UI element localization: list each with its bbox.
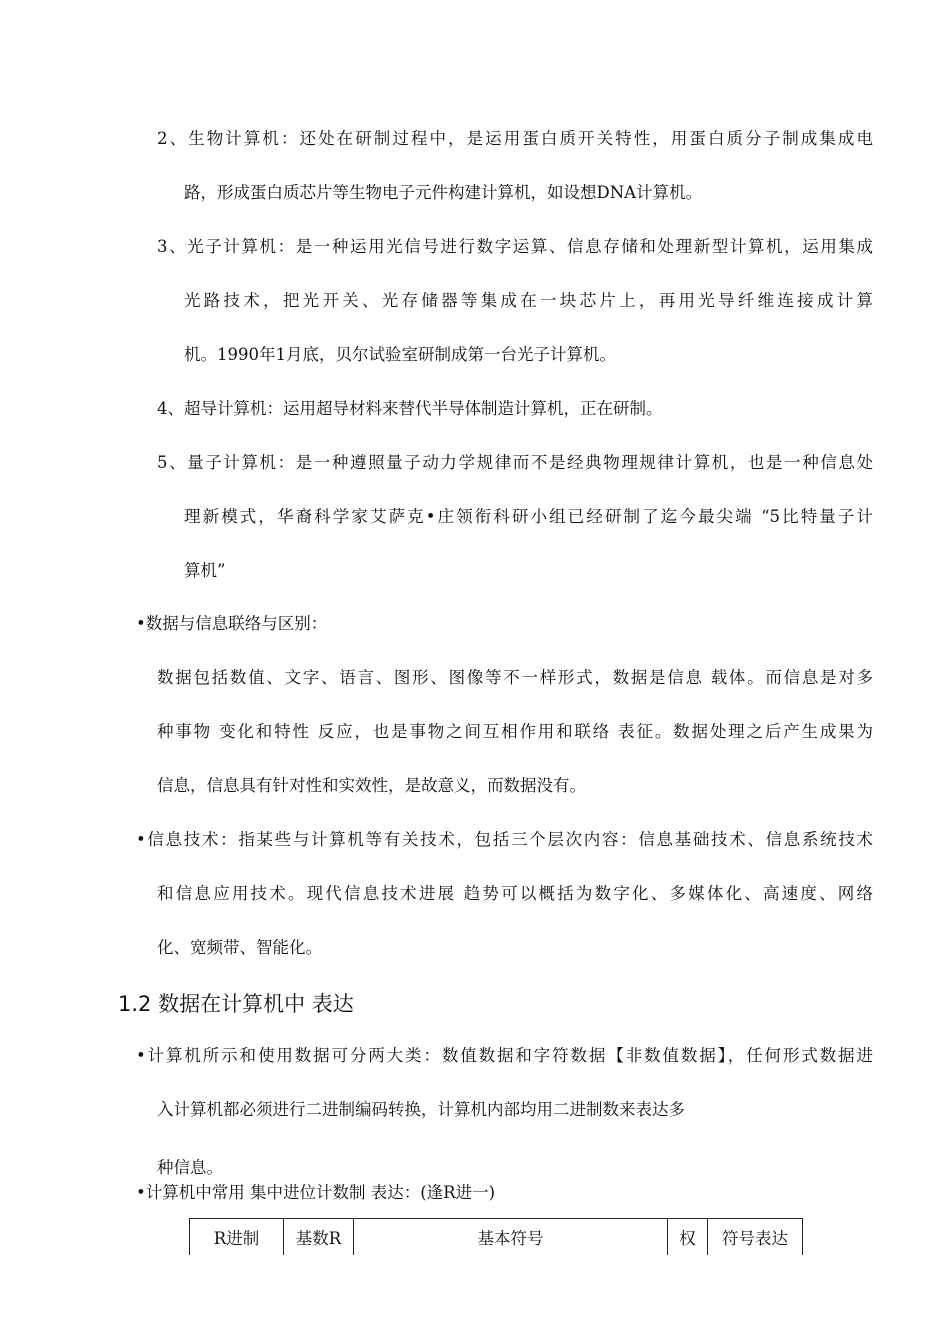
table-header-cell: 符号表达: [708, 1219, 803, 1255]
table-header-cell: 权: [668, 1219, 708, 1255]
list-item-superconducting-computer: 4、超导计算机：运用超导材料来替代半导体制造计算机，正在研制。: [157, 399, 663, 418]
list-item-photonic-computer: 3、光子计算机：是一种运用光信号进行数字运算、信息存储和处理新型计算机，运用集成: [157, 237, 873, 256]
list-item-photonic-computer-cont1: 光路技术，把光开关、光存储器等集成在一块芯片上，再用光导纤维连接成计算: [184, 291, 873, 310]
number-system-table: [189, 1218, 803, 1255]
table-header-cell: 基本符号: [354, 1219, 668, 1255]
table-header-cell: R进制: [190, 1219, 284, 1255]
paragraph-data-information-2: 种事物 变化和特性 反应，也是事物之间互相作用和联络 表征。数据处理之后产生成果为: [157, 722, 873, 741]
section-heading: 1.2 数据在计算机中 表达: [118, 992, 354, 1016]
paragraph-data-categories-2: 种信息。: [157, 1158, 223, 1177]
table-header-cell: 基数R: [284, 1219, 354, 1255]
paragraph-data-information-1: 数据包括数值、文字、语言、图形、图像等不一样形式，数据是信息 载体。而信息是对多: [157, 668, 873, 687]
list-item-quantum-computer: 5、量子计算机：是一种遵照量子动力学规律而不是经典物理规律计算机，也是一种信息处: [157, 453, 873, 472]
paragraph-information-technology-2: 化、宽频带、智能化。: [157, 938, 322, 957]
bullet-data-vs-information: •数据与信息联络与区别：: [136, 614, 328, 633]
paragraph-information-technology-1: 和信息应用技术。现代信息技术进展 趋势可以概括为数字化、多媒体化、高速度、网络: [157, 884, 873, 903]
bullet-number-systems: •计算机中常用 集中进位计数制 表达：(逢R进一): [136, 1183, 496, 1202]
list-item-photonic-computer-cont2: 机。1990年1月底，贝尔试验室研制成第一台光子计算机。: [184, 345, 616, 364]
bullet-information-technology: •信息技术：指某些与计算机等有关技术，包括三个层次内容：信息基础技术、信息系统技术: [136, 830, 873, 849]
list-item-quantum-computer-cont2: 算机”: [184, 561, 226, 580]
list-item-quantum-computer-cont1: 理新模式，华裔科学家艾萨克•庄领衔科研小组已经研制了迄今最尖端 “5比特量子计: [184, 507, 873, 526]
bullet-data-categories: •计算机所示和使用数据可分两大类：数值数据和字符数据【非数值数据】，任何形式数据进: [136, 1046, 873, 1065]
list-item-biocomputer: 2、生物计算机：还处在研制过程中，是运用蛋白质开关特性，用蛋白质分子制成集成电: [157, 129, 873, 148]
paragraph-data-information-3: 信息，信息具有针对性和实效性，是故意义，而数据没有。: [157, 776, 586, 795]
list-item-biocomputer-cont: 路，形成蛋白质芯片等生物电子元件构建计算机，如设想DNA计算机。: [184, 183, 703, 202]
paragraph-data-categories-1: 入计算机都必须进行二进制编码转换，计算机内部均用二进制数来表达多: [157, 1100, 685, 1119]
table-header-row: [190, 1219, 803, 1255]
